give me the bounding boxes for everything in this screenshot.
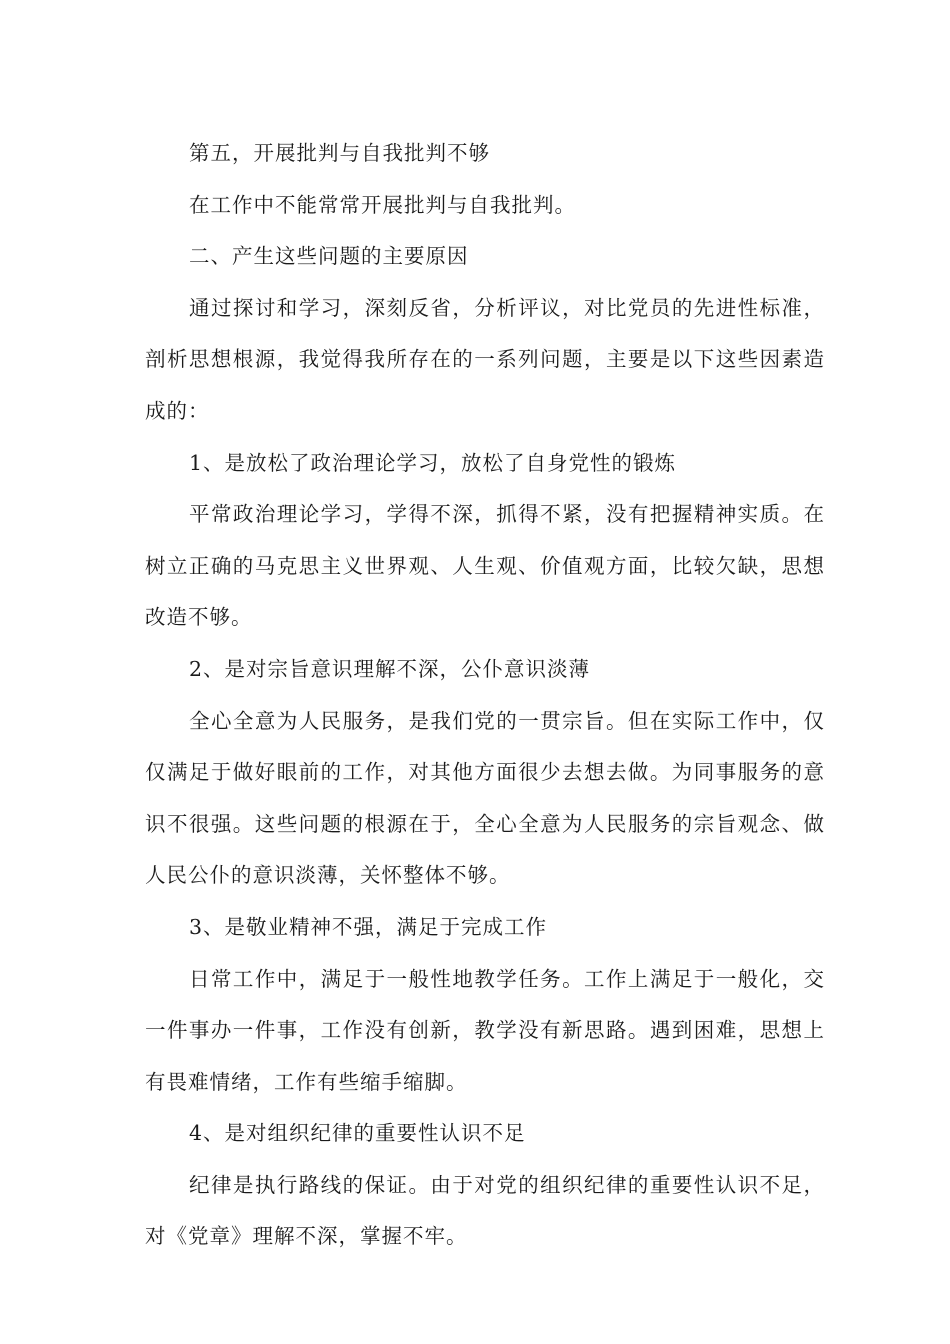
paragraph-body: 日常工作中，满足于一般性地教学任务。工作上满足于一般化，交一件事办一件事，工作没有创新，教学没有新思路。遇到困难，思想上有畏难情绪，工作有些缩手缩脚。 xyxy=(145,966,825,1094)
paragraph-heading-cause-2: 2、是对宗旨意识理解不深，公仆意识淡薄 xyxy=(189,656,591,681)
paragraph-heading-criticism: 第五，开展批判与自我批判不够 xyxy=(189,141,490,165)
paragraph-heading-cause-1: 1、是放松了政治理论学习，放松了自身党性的锻炼 xyxy=(189,450,677,475)
paragraph-body: 通过探讨和学习，深刻反省，分析评议，对比党员的先进性标准，剖析思想根源，我觉得我所存在的一系列问题，主要是以下这些因素造成的： xyxy=(145,295,825,423)
paragraph-heading-main-causes: 二、产生这些问题的主要原因 xyxy=(189,244,469,269)
paragraph-body: 在工作中不能常常开展批判与自我批判。 xyxy=(189,192,576,217)
paragraph-heading-cause-4: 4、是对组织纪律的重要性认识不足 xyxy=(189,1121,526,1146)
paragraph-body: 平常政治理论学习，学得不深，抓得不紧，没有把握精神实质。在树立正确的马克思主义世界观、人生观、价值观方面，比较欠缺，思想改造不够。 xyxy=(145,502,825,630)
paragraph-body: 纪律是执行路线的保证。由于对党的组织纪律的重要性认识不足，对《党章》理解不深，掌握不牢。 xyxy=(145,1172,825,1249)
document-page xyxy=(145,128,825,1263)
paragraph-body: 全心全意为人民服务，是我们党的一贯宗旨。但在实际工作中，仅仅满足于做好眼前的工作，对其他方面很少去想去做。为同事服务的意识不很强。这些问题的根源在于，全心全意为人民服务的宗旨观念、做人民公仆的意识淡薄，关怀整体不够。 xyxy=(145,708,825,888)
paragraph-heading-cause-3: 3、是敬业精神不强，满足于完成工作 xyxy=(189,914,548,939)
